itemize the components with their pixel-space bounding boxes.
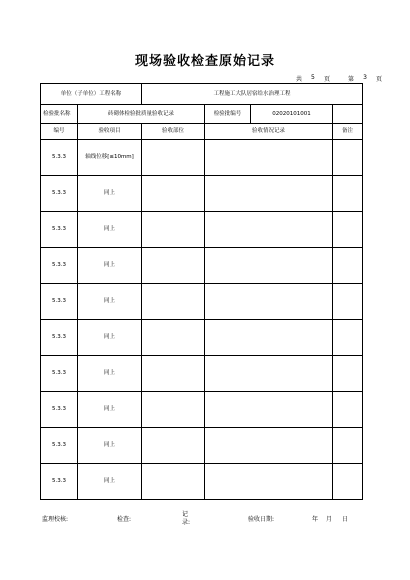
current-suffix: 页: [375, 76, 382, 83]
row-status: [205, 320, 333, 356]
row-remark: [333, 428, 363, 464]
row-no: 5.3.3: [41, 464, 78, 500]
row-location: [142, 176, 205, 212]
row-item: 同上: [78, 284, 142, 320]
page-counter: [296, 74, 382, 83]
row-status: [205, 464, 333, 500]
row-location: [142, 320, 205, 356]
table-row: [41, 212, 363, 248]
row-no: 5.3.3: [41, 356, 78, 392]
row-remark: [333, 464, 363, 500]
row-remark: [333, 248, 363, 284]
row-item: 同上: [78, 428, 142, 464]
row-no: 5.3.3: [41, 248, 78, 284]
col-remark: 备注: [333, 124, 363, 140]
column-header-row: [41, 124, 363, 140]
table-row: [41, 428, 363, 464]
row-remark: [333, 212, 363, 248]
table-row: [41, 320, 363, 356]
row-location: [142, 392, 205, 428]
current-page: 3: [363, 74, 367, 81]
row-remark: [333, 356, 363, 392]
row-item: 同上: [78, 212, 142, 248]
batch-no-cell: [205, 105, 333, 124]
date-label: 验收日期:: [248, 516, 275, 523]
batch-row: [41, 105, 363, 124]
supervisor-label: 监理校核:: [42, 516, 69, 523]
batch-name-value: 砖砌体检验批质量验收记录: [78, 105, 205, 124]
row-status: [205, 284, 333, 320]
row-no: 5.3.3: [41, 428, 78, 464]
row-location: [142, 428, 205, 464]
total-pages: 5: [311, 74, 315, 81]
row-location: [142, 464, 205, 500]
col-status: 验收情况记录: [205, 124, 333, 140]
row-no: 5.3.3: [41, 392, 78, 428]
batch-no-label: 检验批编号: [205, 105, 251, 123]
table-row: [41, 140, 363, 176]
row-remark: [333, 176, 363, 212]
unit-label: 单位（子单位）工程名称: [41, 84, 142, 105]
row-remark: [333, 140, 363, 176]
table-row: [41, 356, 363, 392]
row-no: 5.3.3: [41, 320, 78, 356]
col-location: 验收部位: [142, 124, 205, 140]
signature-footer: [0, 511, 410, 531]
row-location: [142, 212, 205, 248]
batch-no-value: 02020101001: [272, 110, 311, 117]
row-item: 同上: [78, 392, 142, 428]
col-item: 验收项目: [78, 124, 142, 140]
table-row: [41, 284, 363, 320]
row-status: [205, 428, 333, 464]
row-item: 轴线位移[≤10mm]: [78, 140, 142, 176]
row-item: 同上: [78, 356, 142, 392]
current-prefix: 第: [347, 76, 354, 83]
month-label: 月: [326, 516, 333, 523]
row-location: [142, 248, 205, 284]
row-item: 同上: [78, 320, 142, 356]
day-label: 日: [342, 516, 349, 523]
row-remark: [333, 320, 363, 356]
row-no: 5.3.3: [41, 140, 78, 176]
table-row: [41, 176, 363, 212]
row-no: 5.3.3: [41, 284, 78, 320]
row-item: 同上: [78, 248, 142, 284]
total-prefix: 共: [295, 76, 302, 83]
batch-name-label: 检验批名称: [41, 105, 78, 124]
row-location: [142, 140, 205, 176]
total-suffix: 页: [323, 76, 330, 83]
row-status: [205, 176, 333, 212]
row-status: [205, 248, 333, 284]
row-location: [142, 356, 205, 392]
row-remark: [333, 284, 363, 320]
row-no: 5.3.3: [41, 176, 78, 212]
row-item: 同上: [78, 176, 142, 212]
row-remark: [333, 392, 363, 428]
checker-label: 检查:: [117, 516, 132, 523]
row-no: 5.3.3: [41, 212, 78, 248]
row-item: 同上: [78, 464, 142, 500]
inspection-table: [40, 83, 363, 500]
unit-row: [41, 84, 363, 105]
recorder-label: 记录:: [182, 511, 191, 526]
row-status: [205, 140, 333, 176]
table-row: [41, 392, 363, 428]
row-status: [205, 356, 333, 392]
page-title: 现场验收检查原始记录: [134, 54, 275, 69]
row-status: [205, 212, 333, 248]
year-label: 年: [312, 516, 319, 523]
table-row: [41, 248, 363, 284]
table-row: [41, 464, 363, 500]
row-location: [142, 284, 205, 320]
unit-value: 工程施工大队居宿给水治理工程: [142, 84, 363, 105]
batch-no-spare: [333, 105, 363, 124]
col-no: 编号: [41, 124, 78, 140]
row-status: [205, 392, 333, 428]
